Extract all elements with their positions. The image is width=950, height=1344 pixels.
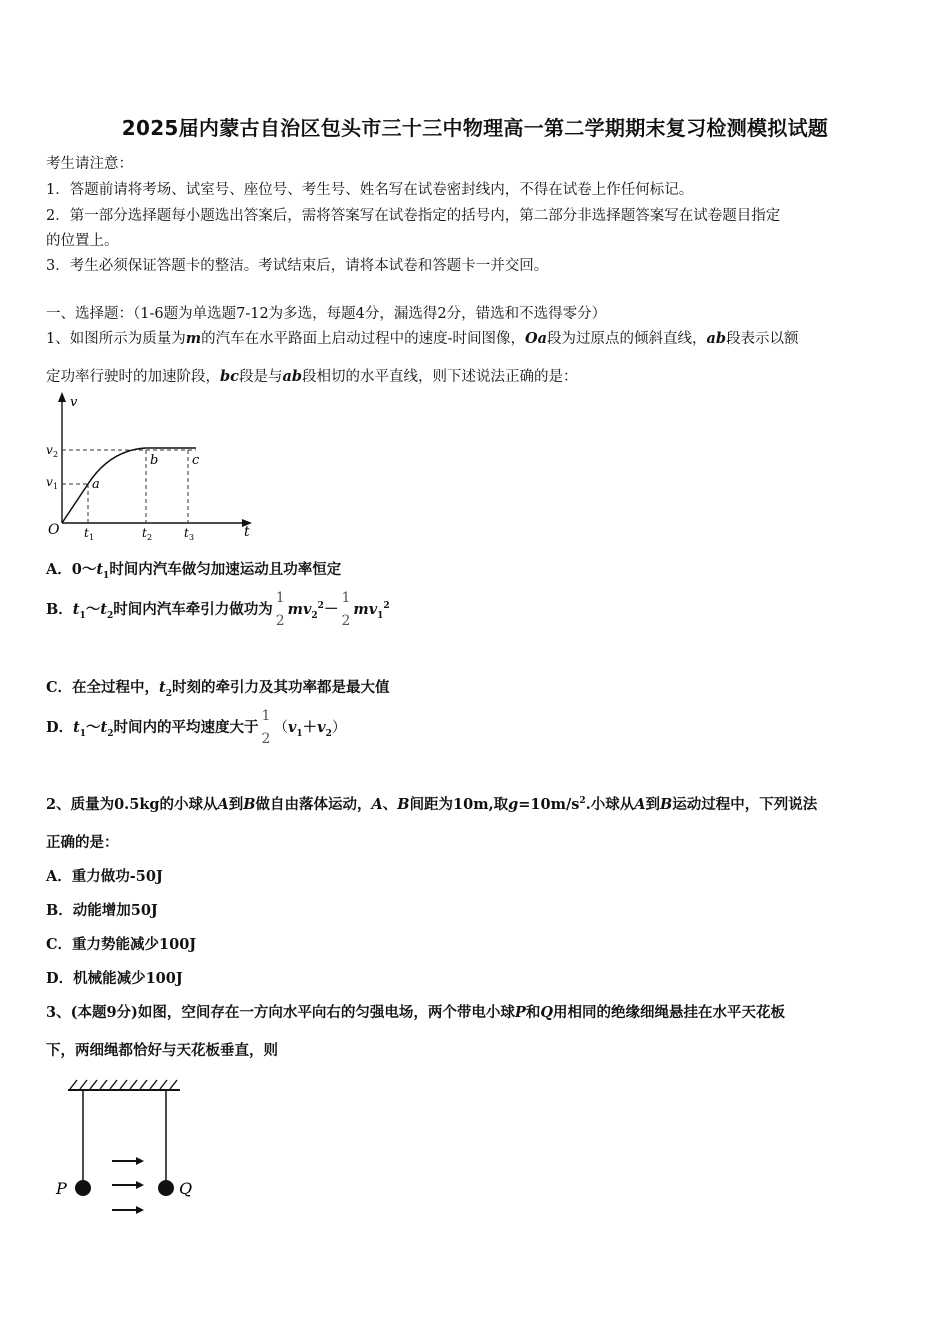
graph-t1-sub: 1	[89, 533, 95, 542]
ball-q	[158, 1180, 174, 1196]
graph-v1-label: v	[46, 475, 53, 489]
q3-pendulum-figure	[50, 1072, 210, 1222]
graph-v-axis-label: v	[70, 395, 78, 410]
electric-field-arrows	[112, 1157, 144, 1214]
q2-option-a: A．重力做功-50J	[46, 868, 163, 885]
q2-option-d: D．机械能减少100J	[46, 970, 183, 987]
q1-stem-line2: 定功率行驶时的加速阶段，bc段是与ab段相切的水平直线，则下述说法正确的是：	[46, 368, 578, 385]
q1-vt-graph	[40, 388, 260, 544]
graph-t3-sub: 3	[189, 533, 195, 542]
ball-p	[75, 1180, 91, 1196]
q3-stem-line1: 3、(本题9分)如图，空间存在一方向水平向右的匀强电场，两个带电小球P和Q用相同的绝缘细绳悬挂在水平天花板	[46, 1004, 785, 1021]
notice-item-2-cont: 的位置上。	[46, 233, 119, 249]
section-heading: 一、选择题：（1-6题为单选题7-12为多选，每题4分，漏选得2分，错选和不选得零分）	[46, 306, 607, 322]
page-title: 2025届内蒙古自治区包头市三十三中物理高一第二学期期末复习检测模拟试题	[121, 116, 829, 140]
graph-v2-sub: 2	[53, 450, 59, 459]
notice-item-1: 1．答题前请将考场、试室号、座位号、考生号、姓名写在试卷密封线内，不得在试卷上作任何标记。	[46, 182, 694, 198]
fraction: 1 2	[341, 590, 351, 629]
q1-option-b: B．$t_1\sim t_2$时间内汽车牵引力做功为 1 2 $mv_2^2-$ 1 2 $mv_1^2$	[46, 590, 390, 629]
fig-label-p: P	[56, 1179, 67, 1198]
fraction: 1 2	[275, 590, 285, 629]
q2-stem-line2: 正确的是：	[46, 834, 119, 851]
q1-stem-line1: 1、如图所示为质量为m的汽车在水平路面上启动过程中的速度-时间图像，Oa段为过原点的倾斜直线，ab段表示以额	[46, 330, 799, 347]
q2-stem-line1: 2、质量为0.5kg的小球从A到B做自由落体运动，A、B间距为10m,取$g=10m/s^2$.小球从A到B运动过程中，下列说法	[46, 796, 818, 813]
graph-point-c: c	[192, 453, 200, 468]
graph-t-axis-label: t	[244, 524, 250, 540]
graph-v1-sub: 1	[53, 482, 59, 491]
fraction: 1 2	[261, 708, 271, 747]
graph-origin-label: O	[48, 522, 60, 538]
graph-t3-label: t	[184, 526, 189, 540]
graph-point-a: a	[92, 477, 100, 492]
q2-option-b: B．动能增加50J	[46, 902, 158, 919]
q1-option-d: D．$t_1\sim t_2$时间内的平均速度大于 1 2 $(v_1+v_2)$	[46, 708, 347, 747]
q2-option-c: C．重力势能减少100J	[46, 936, 197, 953]
graph-t2-sub: 2	[147, 533, 153, 542]
q1-option-a: A．$0\sim t_1$时间内汽车做匀加速运动且功率恒定	[46, 561, 342, 581]
notice-item-2: 2．第一部分选择题每小题选出答案后，需将答案写在试卷指定的括号内，第二部分非选择题答案写在试卷题目指定	[46, 208, 781, 224]
notice-heading: 考生请注意：	[46, 156, 133, 172]
graph-t1-label: t	[84, 526, 89, 540]
q1-option-c: C．在全过程中，$t_2$时刻的牵引力及其功率都是最大值	[46, 679, 390, 699]
graph-v2-label: v	[46, 443, 53, 457]
graph-t2-label: t	[142, 526, 147, 540]
q3-stem-line2: 下，两细绳都恰好与天花板垂直，则	[46, 1042, 278, 1059]
fig-label-q: Q	[179, 1179, 193, 1198]
graph-point-b: b	[150, 453, 159, 468]
notice-item-3: 3．考生必须保证答题卡的整洁。考试结束后，请将本试卷和答题卡一并交回。	[46, 258, 549, 274]
